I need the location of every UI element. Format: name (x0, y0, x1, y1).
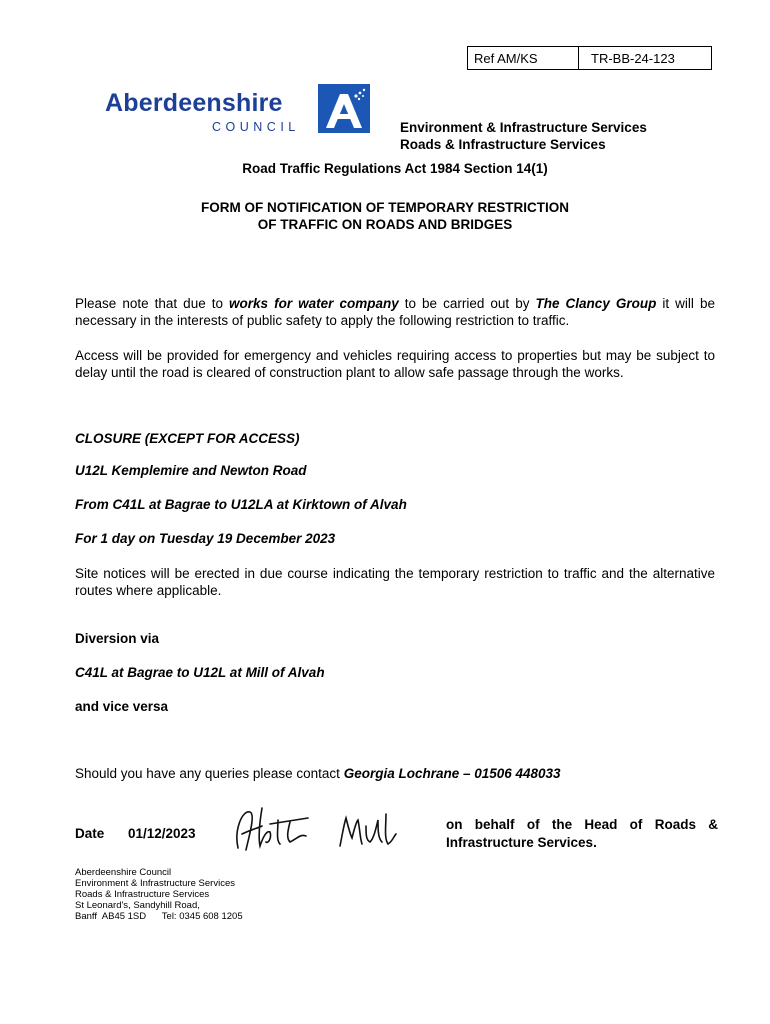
works-description: works for water company (229, 296, 399, 311)
vice-versa: and vice versa (75, 699, 169, 714)
contact-line (75, 766, 561, 781)
diversion-label: Diversion via (75, 631, 160, 646)
footer-address (75, 867, 243, 922)
contact-person: Georgia Lochrane – 01506 448033 (343, 766, 561, 781)
form-title-line-1: FORM OF NOTIFICATION OF TEMPORARY RESTRICTION (201, 200, 569, 215)
notice-text-3: it will be necessary in the interests of public safety to apply the following restriction to traffic. (75, 296, 715, 328)
road-name: U12L Kemplemire and Newton Road (75, 463, 307, 478)
contact-prefix: Should you have any queries please contact (75, 766, 344, 781)
contractor-name: The Clancy Group (535, 296, 657, 311)
notice-paragraph (75, 295, 715, 329)
notice-text-1: Please note that due to (75, 296, 230, 311)
form-title-line-2: OF TRAFFIC ON ROADS AND BRIDGES (257, 217, 513, 232)
date-value: 01/12/2023 (128, 826, 196, 841)
footer-line-5: Banff AB45 1SD Tel: 0345 608 1205 (75, 911, 243, 922)
closure-duration: For 1 day on Tuesday 19 December 2023 (75, 531, 336, 546)
access-paragraph: Access will be provided for emergency and vehicles requiring access to properties but may be subject to delay until the road is cleared of construction plant to allow safe passage through the works. (75, 348, 715, 380)
on-behalf-line-1: on behalf of the Head of Roads & (446, 817, 718, 832)
signature (228, 800, 408, 865)
department-line-2: Roads & Infrastructure Services (400, 137, 606, 152)
notice-text-2: to be carried out by (398, 296, 536, 311)
date-label: Date (75, 826, 105, 841)
closure-extent: From C41L at Bagrae to U12LA at Kirktown of Alvah (75, 497, 407, 512)
site-notice-paragraph: Site notices will be erected in due course indicating the temporary restriction to traffic and the alternative routes where applicable. (75, 566, 715, 598)
footer-line-2: Environment & Infrastructure Services (75, 878, 235, 889)
closure-type: CLOSURE (EXCEPT FOR ACCESS) (75, 431, 300, 446)
act-heading: Road Traffic Regulations Act 1984 Section 14(1) (242, 161, 548, 176)
department-line-1: Environment & Infrastructure Services (400, 120, 647, 135)
on-behalf-line-2: Infrastructure Services. (446, 835, 597, 850)
footer-line-1: Aberdeenshire Council (75, 867, 172, 878)
footer-line-4: St Leonard's, Sandyhill Road, (75, 900, 200, 911)
council-logo-icon (318, 84, 370, 133)
council-logo-sub: COUNCIL (212, 120, 300, 134)
footer-line-3: Roads & Infrastructure Services (75, 889, 210, 900)
ref-label: Ref AM/KS (468, 47, 579, 70)
reference-table (467, 46, 712, 70)
diversion-route: C41L at Bagrae to U12L at Mill of Alvah (75, 665, 325, 680)
council-logo-name: Aberdeenshire (105, 89, 283, 117)
ref-value: TR-BB-24-123 (579, 47, 712, 70)
